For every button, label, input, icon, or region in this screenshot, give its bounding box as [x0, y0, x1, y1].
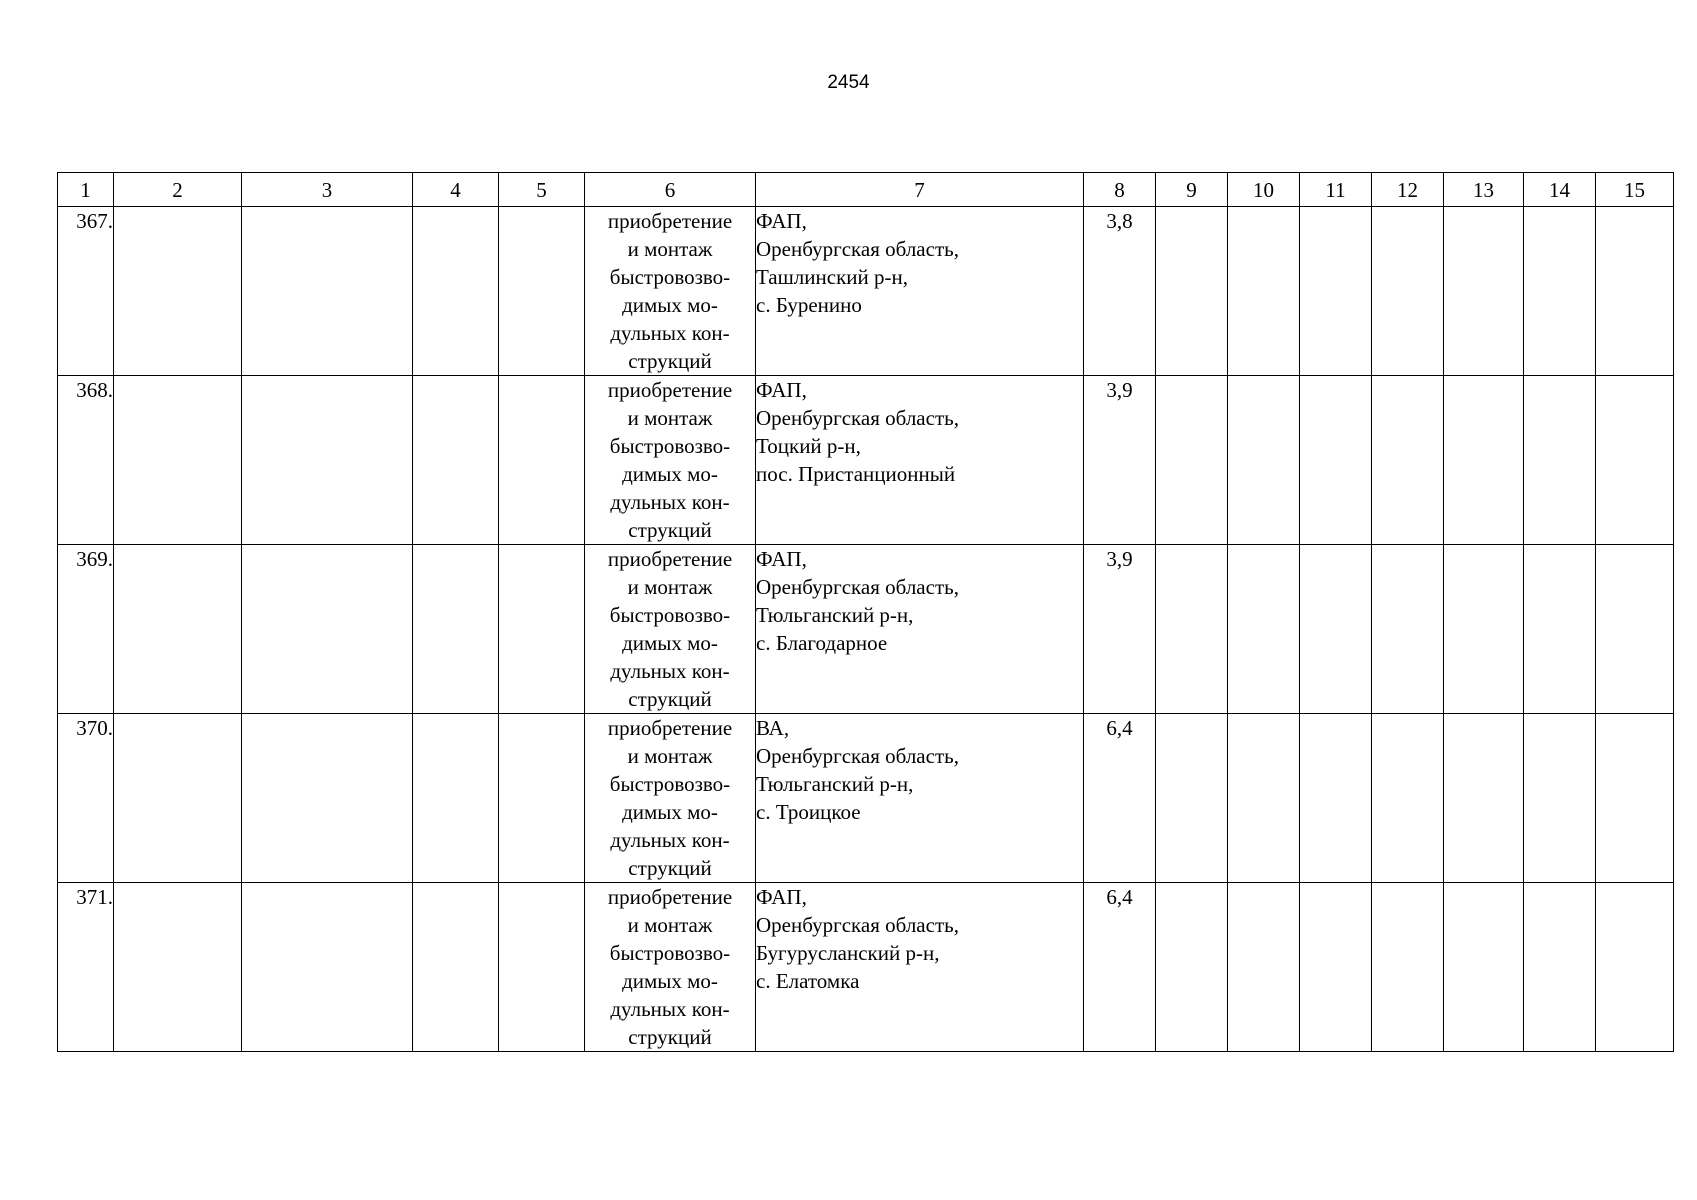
table-cell [1596, 883, 1674, 1052]
work-line: струкций [628, 1025, 712, 1049]
work-line: димых мо- [622, 800, 718, 824]
table-cell [499, 883, 585, 1052]
table-cell [1156, 714, 1228, 883]
table-cell [1228, 545, 1300, 714]
table-cell [242, 714, 413, 883]
object-line: Оренбургская область, [756, 913, 959, 937]
table-cell [499, 714, 585, 883]
work-line: быстровозво- [609, 603, 731, 627]
work-line: димых мо- [622, 969, 718, 993]
work-line: быстровозво- [609, 265, 731, 289]
object-line: ВА, [756, 716, 790, 740]
table-cell [1372, 714, 1444, 883]
table-cell [1156, 883, 1228, 1052]
work-line: дульных кон- [610, 828, 730, 852]
object-line: с. Благодарное [756, 631, 888, 655]
value-cell: 3,9 [1084, 376, 1156, 545]
column-header: 10 [1228, 173, 1300, 207]
table-cell [413, 376, 499, 545]
table-cell [1596, 376, 1674, 545]
table-cell [1372, 376, 1444, 545]
object-line: ФАП, [756, 547, 807, 571]
column-header: 1 [58, 173, 114, 207]
object-line: Оренбургская область, [756, 744, 959, 768]
column-header: 2 [114, 173, 242, 207]
work-line: и монтаж [627, 406, 713, 430]
table-cell [1300, 714, 1372, 883]
work-description-cell [585, 545, 756, 714]
table-cell [1228, 883, 1300, 1052]
table-row [58, 207, 1674, 376]
table-cell [1372, 545, 1444, 714]
work-description-cell [585, 207, 756, 376]
table-cell [499, 545, 585, 714]
work-line: быстровозво- [609, 772, 731, 796]
value-cell: 3,9 [1084, 545, 1156, 714]
object-line: Тюльганский р-н, [756, 603, 914, 627]
work-line: димых мо- [622, 631, 718, 655]
table-cell [1524, 714, 1596, 883]
table-cell [1156, 376, 1228, 545]
table-cell [242, 883, 413, 1052]
work-line: струкций [628, 349, 712, 373]
column-header: 11 [1300, 173, 1372, 207]
table-cell [1228, 714, 1300, 883]
table-cell [1596, 207, 1674, 376]
work-line: быстровозво- [609, 941, 731, 965]
table-row [58, 376, 1674, 545]
work-line: дульных кон- [610, 997, 730, 1021]
object-line: ФАП, [756, 378, 807, 402]
object-line: Тюльганский р-н, [756, 772, 914, 796]
object-cell [756, 883, 1084, 1052]
table-cell [242, 376, 413, 545]
work-line: струкций [628, 687, 712, 711]
table-row [58, 883, 1674, 1052]
table-cell [114, 545, 242, 714]
table-row [58, 545, 1674, 714]
object-cell [756, 207, 1084, 376]
column-header: 6 [585, 173, 756, 207]
object-line: ФАП, [756, 885, 807, 909]
work-line: дульных кон- [610, 659, 730, 683]
value-cell: 3,8 [1084, 207, 1156, 376]
table-cell [1524, 545, 1596, 714]
column-header: 4 [413, 173, 499, 207]
work-line: приобретение [607, 209, 733, 233]
column-header: 5 [499, 173, 585, 207]
table-cell [499, 376, 585, 545]
table-cell [1228, 207, 1300, 376]
object-line: с. Троицкое [756, 800, 861, 824]
table-cell [1524, 207, 1596, 376]
table-cell [1524, 883, 1596, 1052]
table-cell [114, 376, 242, 545]
column-header: 8 [1084, 173, 1156, 207]
row-number: 368. [58, 376, 114, 545]
table-cell [114, 207, 242, 376]
value-cell: 6,4 [1084, 883, 1156, 1052]
table-cell [242, 207, 413, 376]
column-header: 3 [242, 173, 413, 207]
object-line: Ташлинский р-н, [756, 265, 908, 289]
row-number: 371. [58, 883, 114, 1052]
table-cell [1228, 376, 1300, 545]
table-cell [1156, 207, 1228, 376]
table-cell [114, 714, 242, 883]
object-cell [756, 545, 1084, 714]
table-cell [1300, 545, 1372, 714]
table-cell [1372, 207, 1444, 376]
object-line: Оренбургская область, [756, 406, 959, 430]
work-line: дульных кон- [610, 321, 730, 345]
table-cell [1444, 545, 1524, 714]
work-line: димых мо- [622, 293, 718, 317]
object-line: пос. Пристанционный [756, 462, 956, 486]
row-number: 367. [58, 207, 114, 376]
work-line: приобретение [607, 716, 733, 740]
table-cell [413, 883, 499, 1052]
table-cell [1596, 714, 1674, 883]
column-header: 9 [1156, 173, 1228, 207]
work-line: и монтаж [627, 575, 713, 599]
data-table [57, 172, 1674, 1052]
work-line: и монтаж [627, 913, 713, 937]
object-cell [756, 714, 1084, 883]
table-cell [1444, 376, 1524, 545]
work-line: струкций [628, 518, 712, 542]
table-cell [1444, 714, 1524, 883]
work-description-cell [585, 376, 756, 545]
table-cell [1300, 883, 1372, 1052]
table-header-row [58, 173, 1674, 207]
work-line: димых мо- [622, 462, 718, 486]
table-cell [1524, 376, 1596, 545]
row-number: 369. [58, 545, 114, 714]
table-cell [114, 883, 242, 1052]
work-line: приобретение [607, 547, 733, 571]
table-cell [1596, 545, 1674, 714]
table-cell [1444, 207, 1524, 376]
column-header: 15 [1596, 173, 1674, 207]
object-line: с. Буренино [756, 293, 862, 317]
work-line: дульных кон- [610, 490, 730, 514]
table-cell [1444, 883, 1524, 1052]
object-line: Оренбургская область, [756, 575, 959, 599]
table-cell [413, 545, 499, 714]
table-cell [1300, 207, 1372, 376]
work-line: быстровозво- [609, 434, 731, 458]
page-number: 2454 [827, 72, 870, 93]
table-cell [242, 545, 413, 714]
object-line: Тоцкий р-н, [756, 434, 861, 458]
object-line: Оренбургская область, [756, 237, 959, 261]
column-header: 12 [1372, 173, 1444, 207]
work-description-cell [585, 883, 756, 1052]
work-line: струкций [628, 856, 712, 880]
work-line: и монтаж [627, 744, 713, 768]
work-line: и монтаж [627, 237, 713, 261]
column-header: 14 [1524, 173, 1596, 207]
table-row [58, 714, 1674, 883]
table-cell [1372, 883, 1444, 1052]
table-cell [1300, 376, 1372, 545]
table-cell [1156, 545, 1228, 714]
table-cell [413, 714, 499, 883]
row-number: 370. [58, 714, 114, 883]
table-cell [499, 207, 585, 376]
object-cell [756, 376, 1084, 545]
work-line: приобретение [607, 378, 733, 402]
table-cell [413, 207, 499, 376]
column-header: 13 [1444, 173, 1524, 207]
work-line: приобретение [607, 885, 733, 909]
object-line: с. Елатомка [756, 969, 860, 993]
work-description-cell [585, 714, 756, 883]
object-line: Бугурусланский р-н, [756, 941, 940, 965]
column-header: 7 [756, 173, 1084, 207]
object-line: ФАП, [756, 209, 807, 233]
value-cell: 6,4 [1084, 714, 1156, 883]
